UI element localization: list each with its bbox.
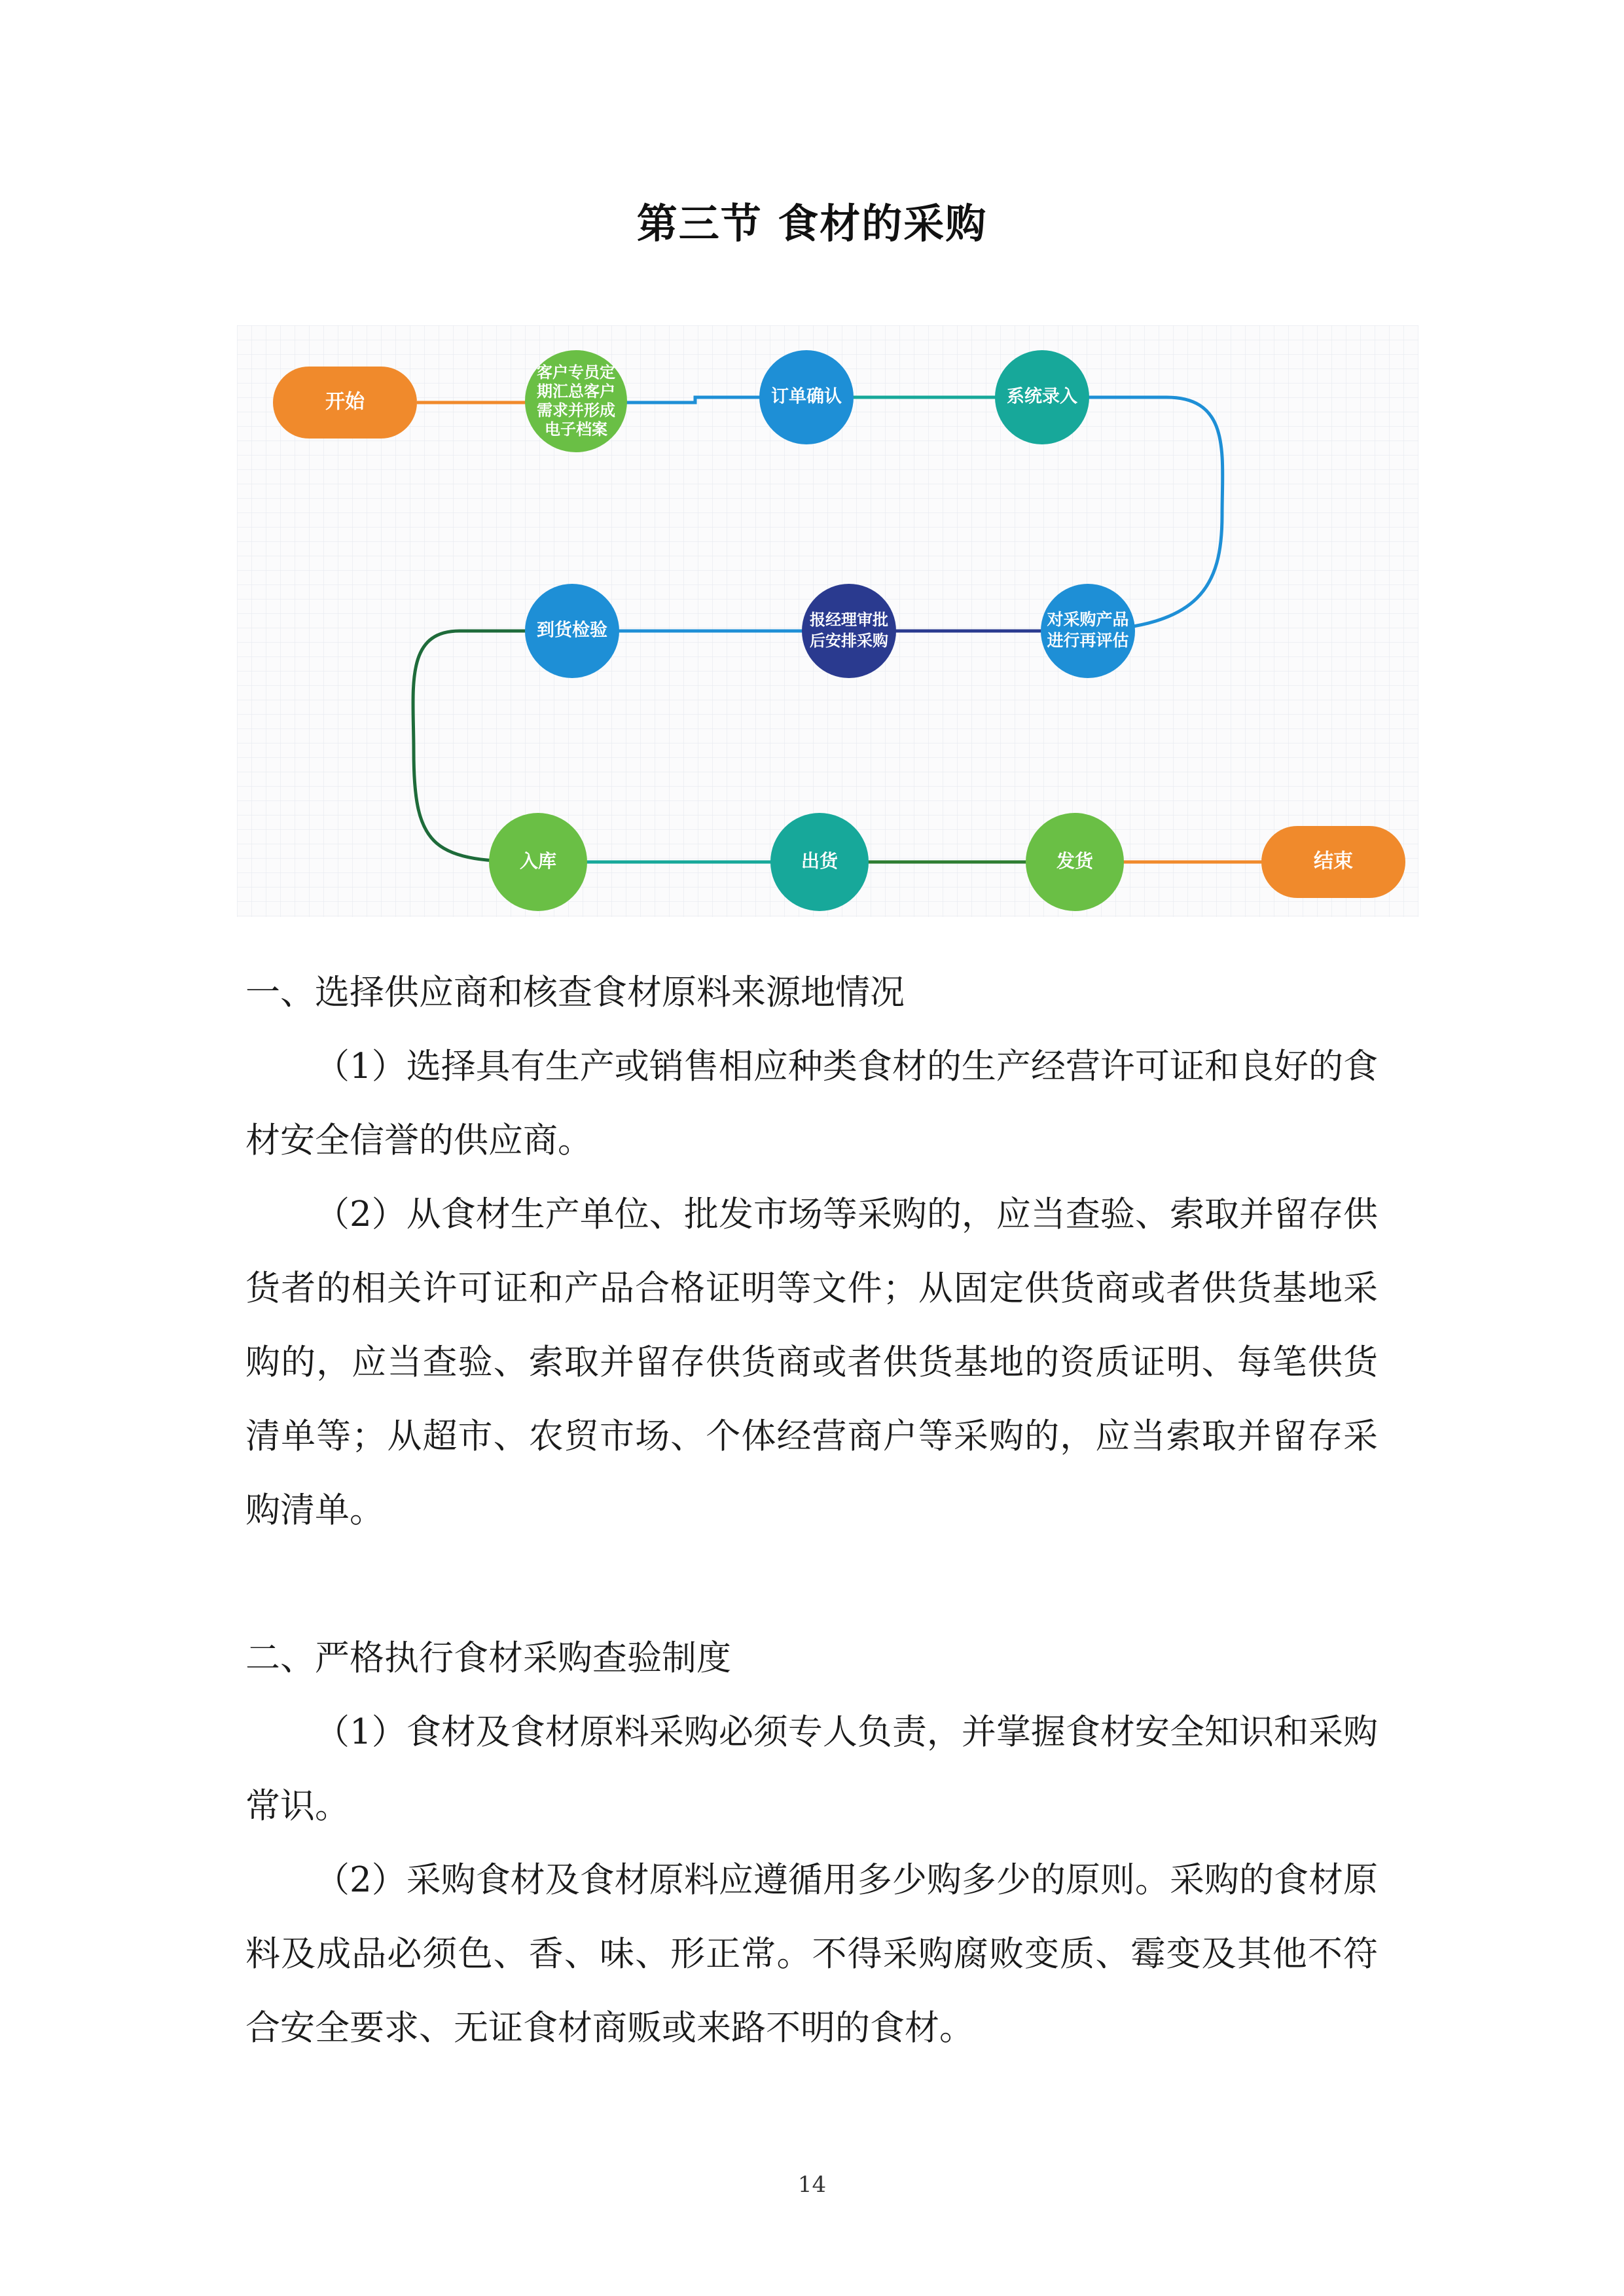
section-1-paragraph-1: （1）选择具有生产或销售相应种类食材的生产经营许可证和良好的食材安全信誉的供应商。 — [245, 1047, 1378, 1160]
flow-node-inspect — [525, 584, 619, 678]
flow-node-entry — [995, 350, 1089, 444]
page-title: 第三节 食材的采购 — [636, 200, 988, 247]
svg-text:发货: 发货 — [1056, 850, 1094, 872]
svg-text:到货检验: 到货检验 — [537, 620, 607, 641]
page-number: 14 — [797, 2172, 827, 2198]
svg-text:期汇总客户: 期汇总客户 — [537, 382, 615, 401]
section-2-paragraph-2: （2）采购食材及食材原料应遵循用多少购多少的原则。采购的食材原料及成品必须色、香、味、形正常。不得采购腐败变质、霉变及其他不符合安全要求、无证食材商贩或来路不明的食材。 — [245, 1860, 1378, 2048]
section-heading-2: 二、严格执行食材采购查验制度 — [245, 1638, 731, 1678]
flow-node-end — [1261, 826, 1405, 898]
section-1-paragraph-2: （2）从食材生产单位、批发市场等采购的，应当查验、索取并留存供货者的相关许可证和产品合格证明等文件；从固定供货商或者供货基地采购的，应当查验、索取并留存供货商或者供货基地的资质证明、每笔供货清单等；从超市、农贸市场、个体经营商户等采购的，应当索取并留存采购清单。 — [245, 1194, 1378, 1530]
svg-text:后安排采购: 后安排采购 — [810, 632, 888, 650]
svg-text:订单确认: 订单确认 — [771, 386, 842, 407]
svg-text:系统录入: 系统录入 — [1007, 386, 1077, 407]
svg-text:结束: 结束 — [1314, 850, 1353, 873]
procurement-flowchart — [237, 325, 1418, 917]
svg-text:出货: 出货 — [801, 850, 839, 872]
flow-node-approve — [802, 584, 896, 678]
flow-node-outbound — [770, 813, 869, 911]
svg-text:需求并形成: 需求并形成 — [537, 401, 615, 420]
svg-text:客户专员定: 客户专员定 — [537, 363, 615, 382]
flow-node-collect — [525, 350, 627, 452]
flow-node-ship — [1026, 813, 1124, 911]
svg-text:电子档案: 电子档案 — [545, 420, 607, 439]
svg-text:对采购产品: 对采购产品 — [1047, 610, 1129, 629]
flow-node-confirm — [759, 350, 854, 444]
flow-node-label: 开始 — [325, 390, 365, 414]
svg-text:入库: 入库 — [519, 850, 557, 872]
svg-text:进行再评估: 进行再评估 — [1047, 631, 1129, 650]
flow-node-storage — [489, 813, 587, 911]
section-2-paragraph-1: （1）食材及食材原料采购必须专人负责，并掌握食材安全知识和采购常识。 — [245, 1712, 1378, 1826]
section-heading-1: 一、选择供应商和核查食材原料来源地情况 — [245, 973, 905, 1013]
svg-text:报经理审批: 报经理审批 — [810, 611, 888, 629]
body-text — [245, 956, 1378, 2065]
flow-node-start — [273, 367, 417, 439]
flow-node-evaluate — [1041, 584, 1135, 678]
